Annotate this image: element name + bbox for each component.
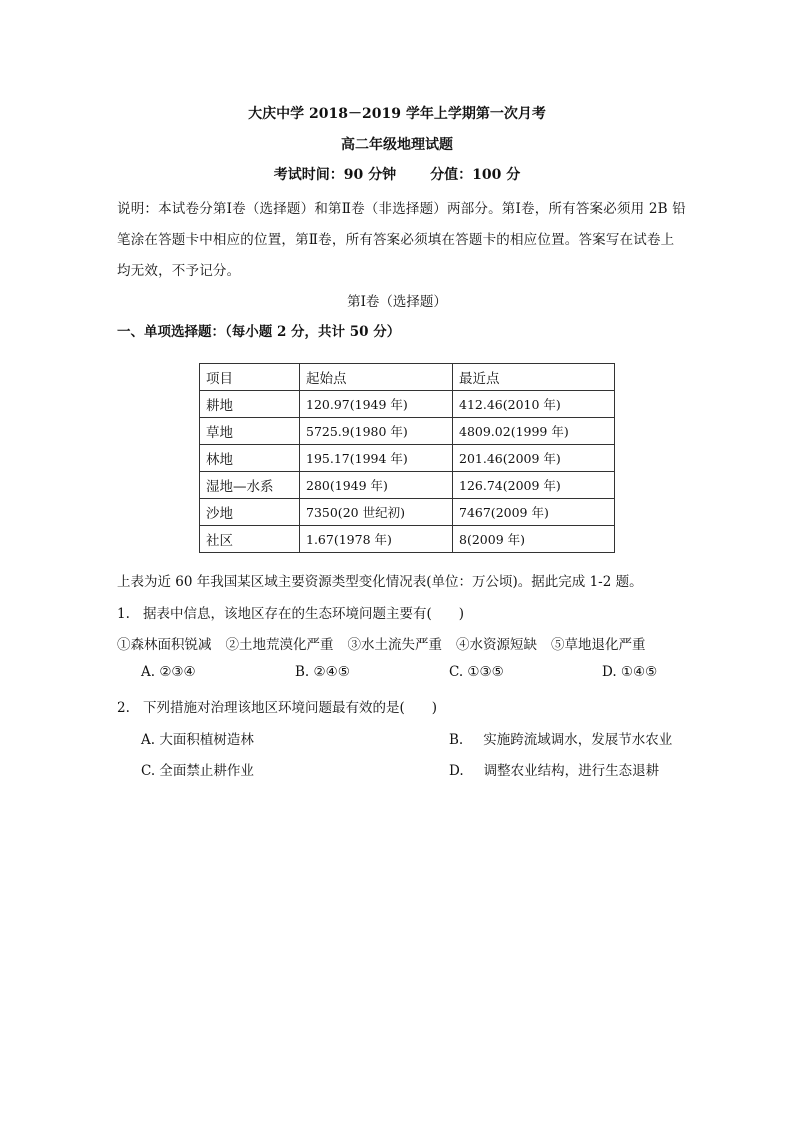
part-title: 第Ⅰ卷（选择题） xyxy=(347,294,447,310)
q1-choice-c: C. ①③⑤ xyxy=(449,664,504,680)
table-header: 最近点 xyxy=(453,364,615,391)
table-row xyxy=(200,499,615,526)
table-row xyxy=(200,472,615,499)
question-number: 2. xyxy=(117,700,130,716)
table-cell: 412.46(2010 年) xyxy=(453,391,615,418)
choice-text: 调整农业结构，进行生态退耕 xyxy=(483,763,660,779)
table-row xyxy=(200,526,615,553)
table-cell: 社区 xyxy=(200,526,300,553)
table-cell: 草地 xyxy=(200,418,300,445)
q2-choice-b xyxy=(449,728,672,748)
table-cell: 7467(2009 年) xyxy=(453,499,615,526)
exam-instructions: 说明：本试卷分第Ⅰ卷（选择题）和第Ⅱ卷（非选择题）两部分。第Ⅰ卷，所有答案必须用 2B 铅笔涂在答题卡中相应的位置，第Ⅱ卷，所有答案必须填在答题卡的相应位置。答案写在试卷上均无效，不予记分。 xyxy=(117,201,686,279)
table-cell: 沙地 xyxy=(200,499,300,526)
table-cell: 201.46(2009 年) xyxy=(453,445,615,472)
problem-item: ④水资源短缺 xyxy=(456,637,537,653)
question-number: 1. xyxy=(117,606,130,622)
table-cell: 8(2009 年) xyxy=(453,526,615,553)
question-text: 据表中信息，该地区存在的生态环境问题主要有( ) xyxy=(143,606,465,622)
section-title: 一、单项选择题：（每小题 2 分，共计 50 分） xyxy=(117,324,401,340)
table-cell: 1.67(1978 年) xyxy=(300,526,453,553)
q1-choice-a: A. ②③④ xyxy=(141,664,196,680)
exam-time: 考试时间：90 分钟 xyxy=(273,167,397,183)
resource-table xyxy=(199,363,615,553)
choice-letter: D. xyxy=(449,763,464,779)
question-2 xyxy=(117,696,437,716)
q2-choice-c: C. 全面禁止耕作业 xyxy=(141,763,254,779)
table-cell: 4809.02(1999 年) xyxy=(453,418,615,445)
table-caption: 上表为近 60 年我国某区域主要资源类型变化情况表(单位：万公顷)。据此完成 1-2 题。 xyxy=(117,574,643,590)
table-cell: 5725.9(1980 年) xyxy=(300,418,453,445)
q2-choice-a: A. 大面积植树造林 xyxy=(141,732,254,748)
table-cell: 280(1949 年) xyxy=(300,472,453,499)
problem-item: ③水土流失严重 xyxy=(347,637,442,653)
exam-info xyxy=(0,164,794,184)
table-row xyxy=(200,445,615,472)
table-header-row xyxy=(200,364,615,391)
question-1-items xyxy=(117,633,660,653)
problem-item: ⑤草地退化严重 xyxy=(551,637,646,653)
table-row xyxy=(200,418,615,445)
table-row xyxy=(200,391,615,418)
table-cell: 7350(20 世纪初) xyxy=(300,499,453,526)
table-cell: 湿地—水系 xyxy=(200,472,300,499)
question-text: 下列措施对治理该地区环境问题最有效的是( ) xyxy=(143,700,438,716)
q2-choice-d xyxy=(449,759,659,779)
table-cell: 120.97(1949 年) xyxy=(300,391,453,418)
table-header: 起始点 xyxy=(300,364,453,391)
exam-score: 分值：100 分 xyxy=(430,167,521,183)
q1-choice-b: B. ②④⑤ xyxy=(295,664,350,680)
choice-letter: B. xyxy=(449,732,464,748)
problem-item: ②土地荒漠化严重 xyxy=(225,637,334,653)
exam-subtitle: 高二年级地理试题 xyxy=(341,137,453,153)
table-header: 项目 xyxy=(200,364,300,391)
choice-text: 实施跨流域调水，发展节水农业 xyxy=(483,732,673,748)
table-cell: 耕地 xyxy=(200,391,300,418)
table-cell: 林地 xyxy=(200,445,300,472)
table-cell: 195.17(1994 年) xyxy=(300,445,453,472)
table-cell: 126.74(2009 年) xyxy=(453,472,615,499)
problem-item: ①森林面积锐减 xyxy=(117,637,212,653)
question-1 xyxy=(117,602,464,622)
q1-choice-d: D. ①④⑤ xyxy=(602,664,658,680)
exam-title: 大庆中学 2018－2019 学年上学期第一次月考 xyxy=(248,106,546,122)
